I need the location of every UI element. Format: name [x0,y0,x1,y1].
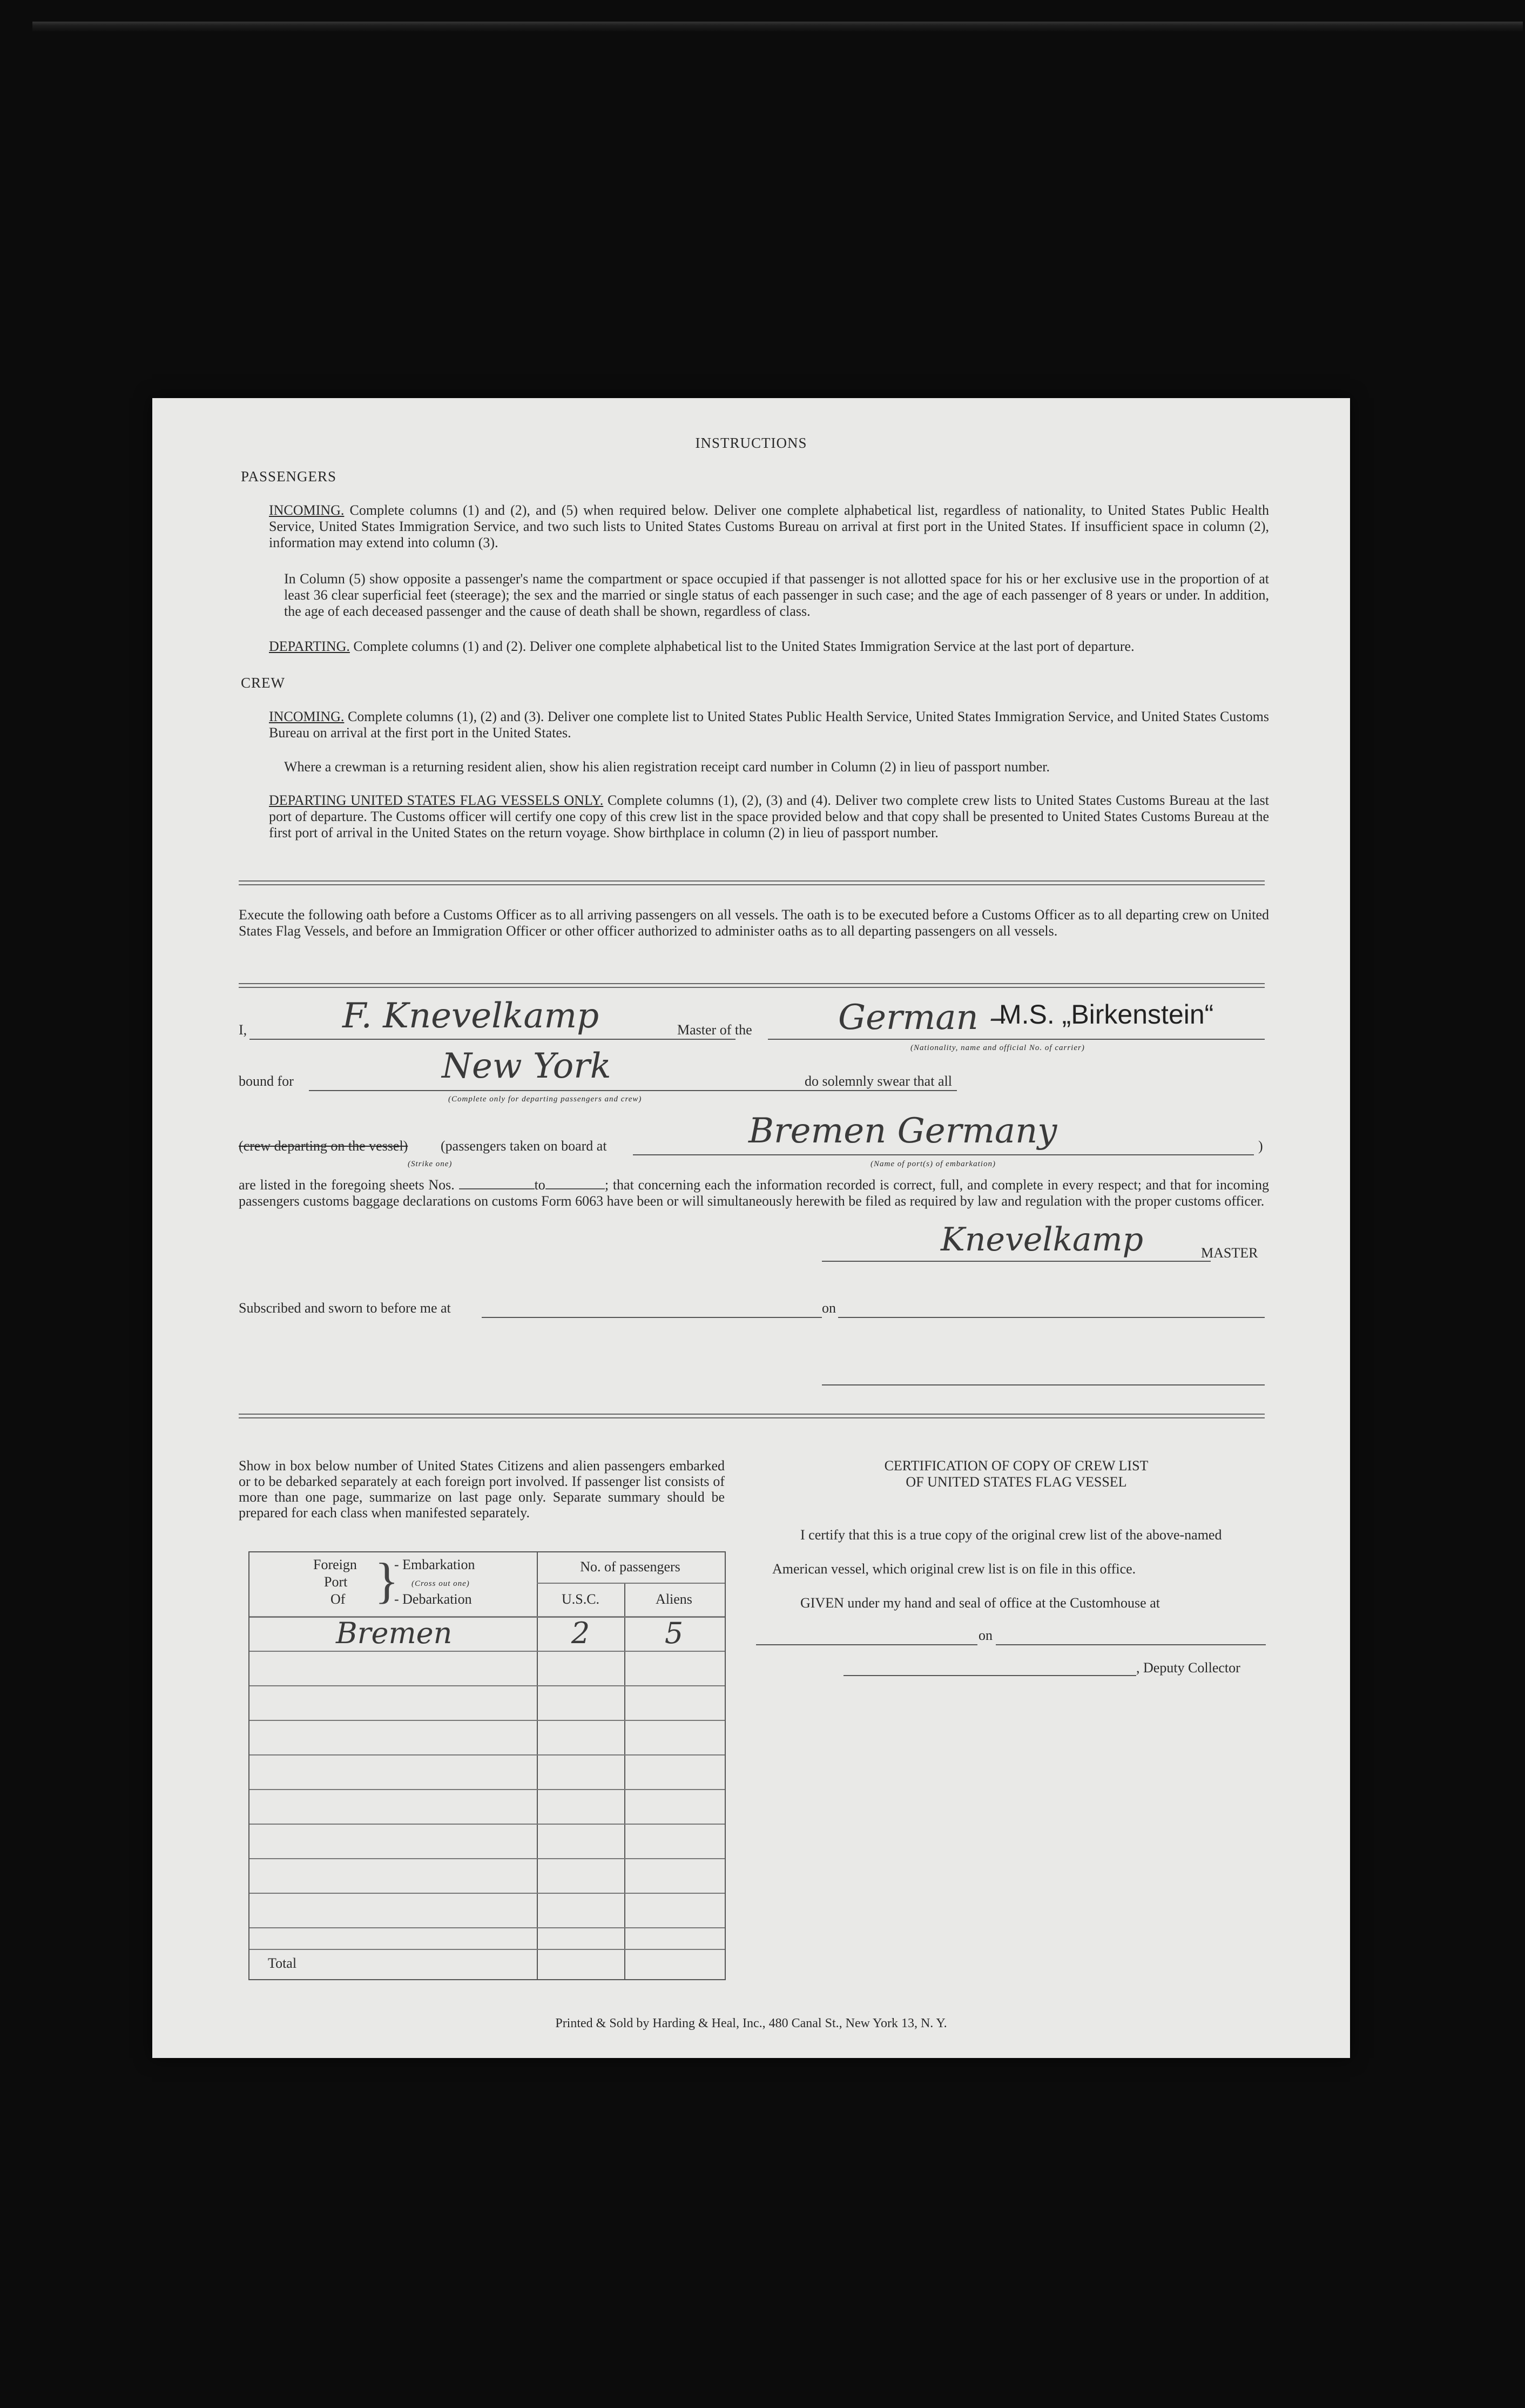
vessel-name-typed: M.S. „Birkenstein“ [999,999,1214,1030]
nationality-handwritten: German – [838,998,1007,1038]
subscribed-label: Subscribed and sworn to before me at [239,1300,451,1316]
summary-instructions: Show in box below number of United States Citizens and alien passengers embarked or to be debarked separately at each foreign port involved. If passenger list consists of more than one page, summarize on last page only. Separate summary should be prepared for each class when manifested separately. [239,1458,725,1521]
crew-incoming-label: INCOMING. [269,709,345,724]
master-name-handwritten: F. Knevelkamp [342,996,599,1036]
scan-streak [32,22,1523,31]
port-close-paren: ) [1258,1138,1263,1154]
incoming-text: Complete columns (1) and (2), and (5) when required below. Deliver one complete alphabetical list, regardless of nationality, to United States Public Health Service, United States Immigration Service, and two such lists to United States Customs Bureau on arrival at first port in the United States. If insufficient space in column (2), information may extend into column (3). [269,502,1270,550]
port-handwritten: Bremen Germany [748,1111,1057,1151]
crew-resident-paragraph: Where a crewman is a returning resident alien, show his alien registration receipt card number in Column (2) in lieu of passport number. [284,759,1050,775]
col-debarkation: - Debarkation [394,1591,472,1607]
row-1-usc: 2 [571,1616,590,1650]
section-divider-1 [239,880,1265,885]
port-line [633,1154,1254,1155]
listed-label: are listed in the foregoing sheets Nos. [239,1177,455,1193]
subscribed-date-line [838,1317,1265,1318]
printer-footer: Printed & Sold by Harding & Heal, Inc., 480 Canal St., New York 13, N. Y. [555,2016,947,2030]
master-of-label: Master of the [677,1022,752,1038]
vessel-caption: (Nationality, name and official No. of carrier) [910,1044,1085,1052]
row-1-port: Bremen [336,1616,453,1650]
signature-line [822,1261,1211,1262]
deputy-signature-line [844,1675,1136,1676]
instructions-title: INSTRUCTIONS [695,435,807,451]
col-port: Port [324,1574,348,1590]
subscribed-on-label: on [822,1300,836,1316]
crew-list-form-page [152,398,1350,2058]
destination-line [309,1090,957,1091]
customhouse-line [756,1644,977,1645]
section-divider-3 [239,1414,1265,1418]
oath-intro: Execute the following oath before a Customs Officer as to all arriving passengers on all vessels. The oath is to be executed before a Customs Officer as to all departing crew on United States Flag Vessels, and before an Immigration Officer or other officer authorized to administer oaths as to all departing passengers on all vessels. [239,907,1269,939]
col-embarkation: - Embarkation [394,1557,475,1572]
passengers-heading: PASSENGERS [241,468,337,485]
passenger-summary-table [248,1551,726,1980]
col-usc: U.S.C. [561,1591,600,1607]
certify-text-2: American vessel, which original crew list is on file in this office. [772,1561,1136,1577]
crew-incoming-text: Complete columns (1), (2) and (3). Deliver one complete list to United States Public Health Service, United States Immigration Service, and United States Customs Bureau on arrival at the first port in the United States. [269,709,1269,741]
departing-label: DEPARTING. [269,638,350,654]
departing-text: Complete columns (1) and (2). Deliver one complete alphabetical list to the United States Immigration Service at the last port of departure. [353,638,1135,654]
total-label: Total [268,1955,297,1971]
col-aliens: Aliens [656,1591,692,1607]
master-signature: Knevelkamp [941,1221,1143,1259]
destination-handwritten: New York [442,1046,611,1086]
certification-title-2: OF UNITED STATES FLAG VESSEL [906,1474,1127,1490]
column5-paragraph: In Column (5) show opposite a passenger's name the compartment or space occupied if that passenger is not allotted space for his or her exclusive use in the proportion of at least 36 clear superficial feet (steerage); the sex and the married or single status of each passenger in such case; and the age of each passenger of 8 years or under. In addition, the age of each deceased passenger and the cause of death shall be shown, regardless of class. [284,571,1269,619]
col-of: Of [330,1591,346,1607]
certification-on-label: on [979,1627,993,1643]
deputy-collector-label: , Deputy Collector [1136,1660,1240,1676]
col-cross-out: (Cross out one) [411,1579,470,1588]
crew-heading: CREW [241,675,285,691]
passengers-departing-paragraph [269,638,1269,655]
passengers-incoming-paragraph [269,502,1269,551]
officer-signature-line [822,1384,1265,1385]
master-name-line [249,1039,735,1040]
col-no-passengers: No. of passengers [580,1559,680,1575]
listed-to-label: to [534,1177,545,1193]
listed-paragraph [239,1177,1269,1209]
crew-incoming-paragraph [269,709,1269,741]
vessel-line [768,1039,1265,1040]
subscribed-place-line [482,1317,822,1318]
swear-label: do solemnly swear that all [805,1073,952,1089]
flag-vessels-paragraph [269,792,1269,841]
port-caption: (Name of port(s) of embarkation) [871,1160,996,1168]
flag-vessels-text: Complete columns (1), (2), (3) and (4). Deliver two complete crew lists to United States Customs Bureau at the last port of departure. The Customs officer will certify one copy of this crew list in the space provided below and that copy shall be presented to United States Customs Bureau at the first port of arrival in the United States on the return voyage. Show birthplace in column (2) in lieu of passport number. [269,792,1270,840]
passengers-taken-label: (passengers taken on board at [441,1138,607,1154]
master-label: MASTER [1201,1245,1258,1261]
incoming-label: INCOMING. [269,502,345,518]
listed-text: ; that concerning each the information recorded is correct, full, and complete in every respect; and that for incoming passengers customs baggage declarations on customs Form 6063 have been or will simultaneously herewith be filed as required by law and regulation with the proper customs officer. [239,1177,1270,1209]
oath-i-label: I, [239,1022,247,1038]
section-divider-2 [239,983,1265,988]
col-foreign: Foreign [313,1557,357,1572]
brace-glyph: } [375,1553,399,1608]
bound-for-label: bound for [239,1073,294,1089]
given-text: GIVEN under my hand and seal of office at the Customhouse at [800,1595,1160,1611]
crew-departing-struck: (crew departing on the vessel) [239,1138,408,1154]
strike-caption: (Strike one) [408,1160,453,1168]
destination-caption: (Complete only for departing passengers and crew) [448,1095,642,1104]
flag-vessels-label: DEPARTING UNITED STATES FLAG VESSELS ONLY. [269,792,604,808]
certify-text: I certify that this is a true copy of the original crew list of the above-named [800,1527,1222,1543]
certification-title-1: CERTIFICATION OF COPY OF CREW LIST [884,1458,1149,1474]
certification-date-line [996,1644,1266,1645]
row-1-aliens: 5 [664,1616,684,1650]
